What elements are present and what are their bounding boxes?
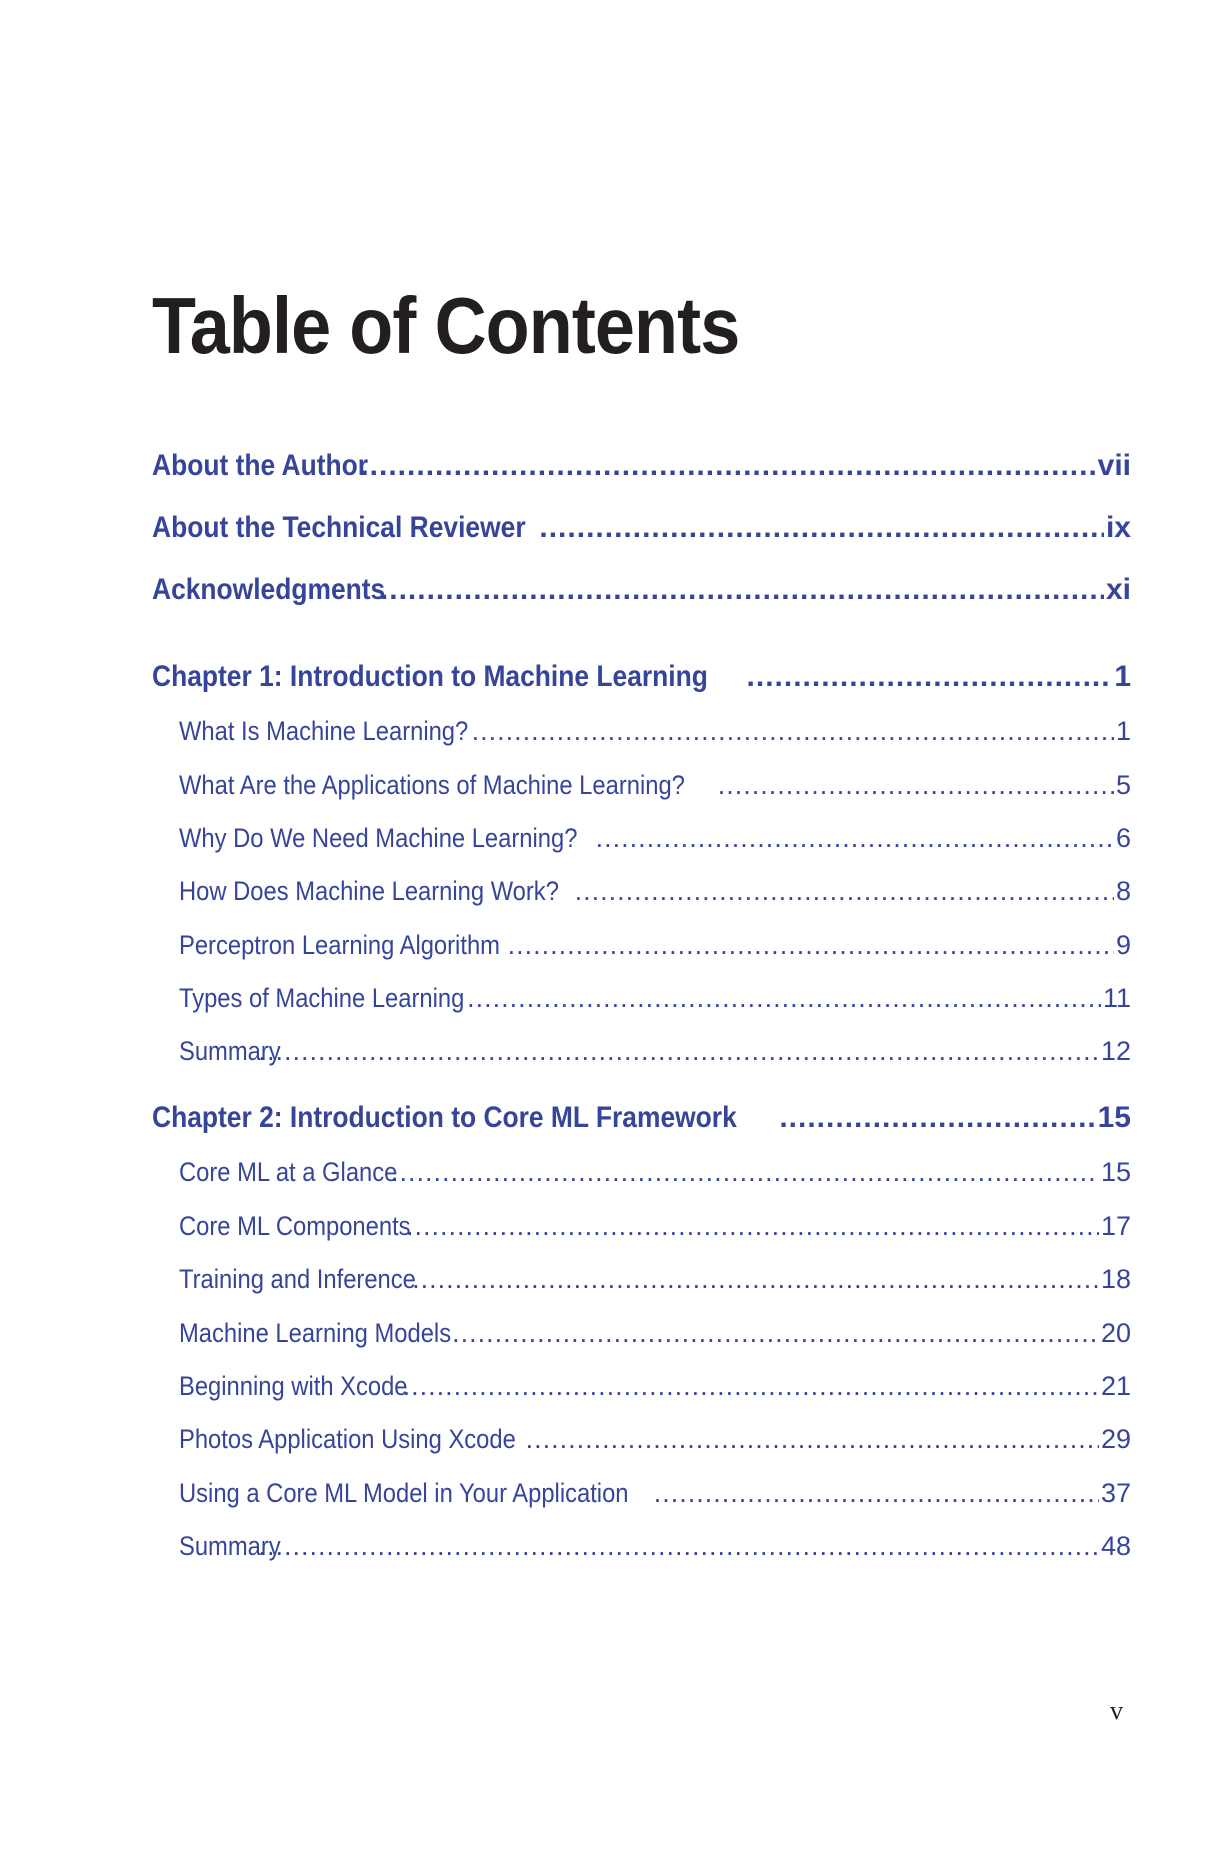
toc-entry-page: 1 <box>1115 716 1131 746</box>
toc-dot-leader <box>508 928 1114 962</box>
toc-entry-using-a-core-ml-model[interactable] <box>152 1476 1131 1510</box>
toc-entry-page: 20 <box>1100 1318 1131 1348</box>
toc-dot-leader <box>575 874 1114 908</box>
toc-entry-title: Core ML at a Glance <box>179 1157 398 1187</box>
toc-entry-title: Chapter 2: Introduction to Core ML Framework <box>152 1101 737 1134</box>
toc-entry-title: Training and Inference <box>179 1264 416 1294</box>
toc-entry-core-ml-at-a-glance[interactable] <box>152 1155 1131 1189</box>
toc-entry-page: 8 <box>1115 876 1131 906</box>
toc-dot-leader <box>391 1155 1099 1189</box>
toc-entry-title: What Is Machine Learning? <box>179 716 469 746</box>
toc-entry-types-of-machine-learning[interactable] <box>152 981 1131 1015</box>
toc-entry-how-does-machine-learning-work[interactable] <box>152 874 1131 908</box>
toc-entry-page: 18 <box>1100 1264 1131 1294</box>
toc-entry-applications-of-machine-learning[interactable] <box>152 768 1131 802</box>
toc-entry-page: vii <box>1097 449 1131 482</box>
toc-entry-page: 21 <box>1100 1371 1131 1401</box>
toc-entry-title: Summary <box>179 1531 281 1561</box>
toc-entry-chapter-1-summary[interactable] <box>152 1034 1131 1068</box>
toc-entry-page: 15 <box>1097 1101 1131 1134</box>
toc-entry-title: About the Author <box>152 449 369 482</box>
toc-dot-leader <box>467 981 1101 1015</box>
toc-entry-title: Acknowledgments <box>152 573 386 606</box>
toc-entry-page: 48 <box>1100 1531 1131 1561</box>
toc-dot-leader <box>654 1476 1099 1510</box>
toc-entry-page: 37 <box>1100 1478 1131 1508</box>
toc-entry-title: Types of Machine Learning <box>179 983 465 1013</box>
toc-entry-why-do-we-need-machine-learning[interactable] <box>152 821 1131 855</box>
toc-entry-title: Machine Learning Models <box>179 1318 452 1348</box>
toc-entry-about-the-technical-reviewer[interactable] <box>152 510 1131 546</box>
toc-entry-training-and-inference[interactable] <box>152 1262 1131 1296</box>
toc-entry-title: Summary <box>179 1036 281 1066</box>
toc-dot-leader <box>472 714 1114 748</box>
toc-entry-title: How Does Machine Learning Work? <box>179 876 559 906</box>
toc-entry-title: Why Do We Need Machine Learning? <box>179 823 578 853</box>
toc-dot-leader <box>380 572 1104 608</box>
table-of-contents <box>152 0 1131 1851</box>
toc-entry-title: Photos Application Using Xcode <box>179 1424 516 1454</box>
toc-dot-leader <box>412 1262 1099 1296</box>
toc-entry-acknowledgments[interactable] <box>152 572 1131 608</box>
toc-entry-page: ix <box>1105 511 1131 544</box>
page-title: Table of Contents <box>152 281 740 370</box>
toc-entry-page: 1 <box>1114 660 1131 693</box>
toc-entry-what-is-machine-learning[interactable] <box>152 714 1131 748</box>
page-number: v <box>1110 1696 1123 1725</box>
toc-entry-page: 6 <box>1115 823 1131 853</box>
toc-entry-chapter-2-summary[interactable] <box>152 1529 1131 1563</box>
toc-entry-title: About the Technical Reviewer <box>152 511 526 544</box>
toc-entry-page: 5 <box>1115 770 1131 800</box>
toc-entry-title: What Are the Applications of Machine Learning? <box>179 770 685 800</box>
toc-entry-page: 12 <box>1100 1036 1131 1066</box>
toc-entry-about-the-author[interactable] <box>152 448 1131 484</box>
toc-entry-page: 9 <box>1115 930 1131 960</box>
toc-entry-page: 29 <box>1100 1424 1131 1454</box>
toc-entry-chapter-1[interactable] <box>152 659 1131 695</box>
toc-entry-machine-learning-models[interactable] <box>152 1316 1131 1350</box>
toc-entry-beginning-with-xcode[interactable] <box>152 1369 1131 1403</box>
toc-dot-leader <box>452 1316 1099 1350</box>
toc-entry-title: Chapter 1: Introduction to Machine Learning <box>152 660 708 693</box>
toc-dot-leader <box>403 1369 1099 1403</box>
toc-entry-perceptron-learning-algorithm[interactable] <box>152 928 1131 962</box>
toc-dot-leader <box>258 1529 1099 1563</box>
toc-entry-page: xi <box>1105 573 1131 606</box>
toc-dot-leader <box>718 768 1114 802</box>
toc-entry-core-ml-components[interactable] <box>152 1209 1131 1243</box>
toc-entry-title: Beginning with Xcode <box>179 1371 408 1401</box>
toc-entry-chapter-2[interactable] <box>152 1100 1131 1136</box>
toc-dot-leader <box>596 821 1114 855</box>
toc-entry-page: 15 <box>1100 1157 1131 1187</box>
toc-dot-leader <box>526 1422 1099 1456</box>
toc-dot-leader <box>258 1034 1099 1068</box>
toc-entry-title: Perceptron Learning Algorithm <box>179 930 500 960</box>
toc-dot-leader <box>779 1100 1095 1136</box>
toc-entry-photos-application-using-xcode[interactable] <box>152 1422 1131 1456</box>
toc-entry-page: 17 <box>1100 1211 1131 1241</box>
toc-entry-page: 11 <box>1102 983 1131 1013</box>
toc-entry-title: Core ML Components <box>179 1211 411 1241</box>
toc-dot-leader <box>406 1209 1099 1243</box>
toc-dot-leader <box>539 510 1104 546</box>
toc-dot-leader <box>360 448 1095 484</box>
toc-entry-title: Using a Core ML Model in Your Application <box>179 1478 629 1508</box>
toc-dot-leader <box>747 659 1113 695</box>
